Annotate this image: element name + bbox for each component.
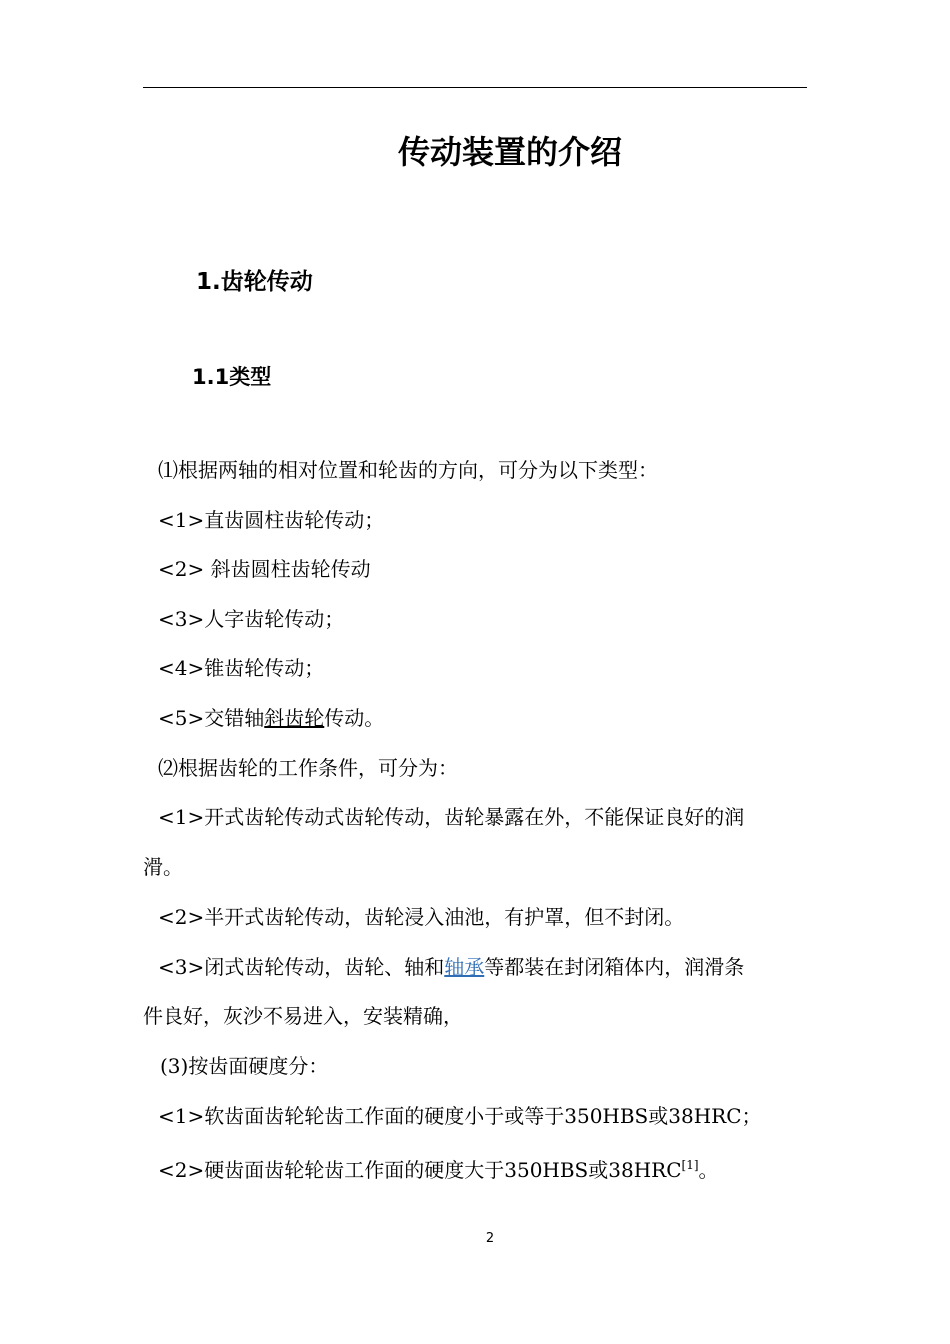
citation-reference[interactable]: [1] bbox=[681, 1158, 699, 1172]
paragraph-working-conditions: ⑵根据齿轮的工作条件，可分为： bbox=[158, 756, 458, 780]
list-item-bevel-gear: <4>锥齿轮传动； bbox=[158, 656, 325, 680]
list-item-text: 。 bbox=[698, 1158, 719, 1182]
bearing-link[interactable]: 轴承 bbox=[444, 955, 485, 979]
list-item-open-gear-continued: 滑。 bbox=[143, 855, 183, 879]
list-item-text: 等都装在封闭箱体内，润滑条 bbox=[484, 955, 745, 979]
list-item-herringbone-gear: <3>人字齿轮传动； bbox=[158, 607, 345, 631]
list-item-closed-gear bbox=[158, 952, 744, 982]
page-title: 传动装置的介绍 bbox=[397, 133, 622, 171]
list-item-text: <5>交错轴 bbox=[158, 706, 265, 730]
list-item-open-gear: <1>开式齿轮传动式齿轮传动，齿轮暴露在外，不能保证良好的润 bbox=[158, 805, 745, 829]
subsection-heading-types: 1.1类型 bbox=[192, 365, 272, 389]
list-item-helical-gear: <2> 斜齿圆柱齿轮传动 bbox=[158, 557, 371, 581]
paragraph-surface-hardness: (3)按齿面硬度分： bbox=[160, 1054, 329, 1078]
list-item-closed-gear-continued: 件良好，灰沙不易进入，安装精确， bbox=[143, 1004, 463, 1028]
list-item-text: <3>闭式齿轮传动，齿轮、轴和 bbox=[158, 955, 445, 979]
list-item-semi-open-gear: <2>半开式齿轮传动，齿轮浸入油池，有护罩，但不封闭。 bbox=[158, 905, 685, 929]
paragraph-axis-position: ⑴根据两轴的相对位置和轮齿的方向，可分为以下类型： bbox=[158, 458, 658, 482]
helical-gear-link[interactable]: 斜齿轮 bbox=[264, 706, 325, 730]
list-item-hard-surface bbox=[158, 1150, 719, 1185]
list-item-soft-surface: <1>软齿面齿轮轮齿工作面的硬度小于或等于350HBS或38HRC； bbox=[158, 1104, 762, 1128]
list-item-crossed-helical bbox=[158, 703, 384, 733]
list-item-spur-gear: <1>直齿圆柱齿轮传动； bbox=[158, 508, 385, 532]
page-number: 2 bbox=[485, 1231, 495, 1246]
list-item-text: 传动。 bbox=[324, 706, 385, 730]
section-heading-gear-transmission: 1.齿轮传动 bbox=[196, 269, 313, 295]
list-item-text: <2>硬齿面齿轮轮齿工作面的硬度大于350HBS或38HRC bbox=[158, 1158, 682, 1182]
header-rule bbox=[143, 87, 807, 88]
